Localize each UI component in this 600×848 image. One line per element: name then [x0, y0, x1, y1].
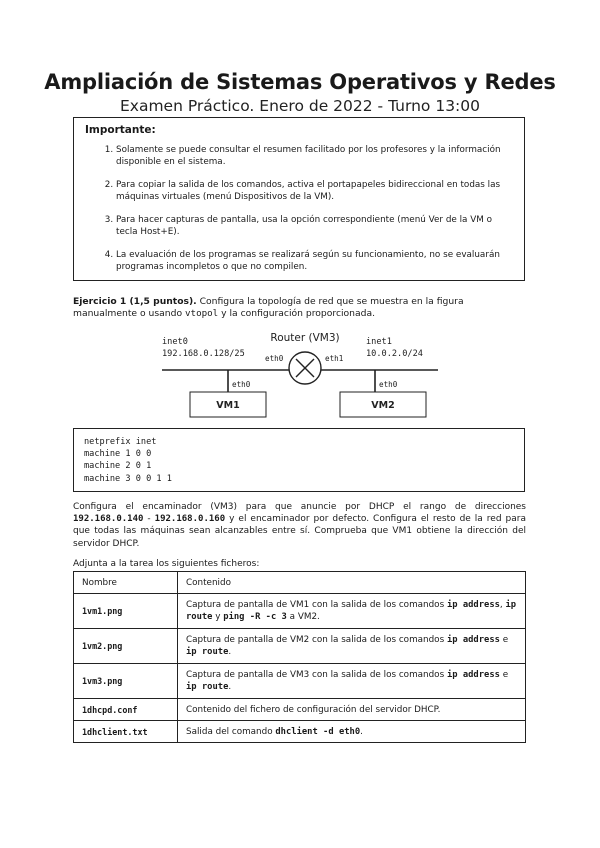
dhcp-range-end: 192.168.0.160	[154, 514, 226, 525]
file-name: 1vm1.png	[74, 594, 178, 629]
desc-text: Captura de pantalla de VM2 con la salida de los comandos	[186, 635, 447, 645]
desc-cmd: ip route	[186, 600, 517, 622]
table-row	[74, 664, 526, 699]
desc-cmd: ip address	[446, 600, 500, 610]
desc-cmd: ip route	[186, 647, 229, 657]
exercise-text-1: Configura la topología de red que se muestra en la figura manualmente o usando	[73, 296, 464, 319]
file-name: 1vm3.png	[74, 664, 178, 699]
dhcp-range-start: 192.168.0.140	[73, 514, 144, 525]
desc-text: Captura de pantalla de VM1 con la salida de los comandos	[186, 600, 447, 610]
router-eth0: eth0	[265, 354, 284, 363]
table-row	[74, 699, 526, 721]
exercise-label: Ejercicio 1 (1,5 puntos).	[73, 296, 197, 307]
exercise-tool: vtopol	[185, 308, 219, 319]
file-description	[178, 629, 526, 664]
para-text-2: y el encaminador por defecto. Configura el resto de la red para que todas las máquinas sean alcanzables entre sí. Comprueba que VM1 obtiene la dirección del servidor DHCP.	[73, 514, 526, 549]
file-description	[178, 721, 526, 743]
file-name: 1vm2.png	[74, 629, 178, 664]
table-row	[74, 594, 526, 629]
vm1-label: VM1	[216, 400, 240, 411]
desc-text: y	[212, 612, 224, 622]
file-name: 1dhcpd.conf	[74, 699, 178, 721]
desc-text: Salida del comando	[186, 726, 276, 737]
desc-text: .	[228, 682, 232, 692]
router-eth1: eth1	[325, 354, 344, 363]
important-list	[74, 144, 511, 284]
desc-text: Captura de pantalla de VM3 con la salida de los comandos	[186, 670, 447, 680]
file-description	[178, 699, 526, 721]
instructions-paragraph	[73, 501, 526, 550]
table-header-row	[74, 572, 526, 594]
attach-intro: Adjunta a la tarea los siguientes ficheros:	[73, 559, 260, 569]
desc-text: e	[499, 670, 509, 680]
desc-text: e	[499, 635, 509, 645]
desc-text: Contenido del fichero de configuración del servidor DHCP.	[186, 704, 441, 715]
exam-title: Ampliación de Sistemas Operativos y Redes	[44, 70, 556, 94]
table-row	[74, 629, 526, 664]
inet0-addr: 192.168.0.128/25	[162, 349, 245, 359]
desc-text: ,	[499, 600, 506, 610]
desc-text: a VM2.	[286, 612, 320, 622]
para-text-1: Configura el encaminador (VM3) para que anuncie por DHCP el rango de direcciones	[73, 502, 526, 512]
important-item-text: La evaluación de los programas se realizará según su funcionamiento, no se evaluarán programas incompletos o que no compilen.	[116, 250, 500, 272]
files-table	[73, 571, 526, 743]
code-line: machine 1 0 0	[84, 449, 152, 460]
vm2-eth0: eth0	[379, 380, 398, 389]
exercise-statement	[73, 296, 528, 320]
desc-text: .	[228, 647, 232, 657]
important-box	[73, 117, 525, 281]
network-diagram	[150, 328, 450, 424]
desc-cmd: dhclient -d eth0	[275, 726, 361, 737]
exam-subtitle: Examen Práctico. Enero de 2022 - Turno 13:00	[119, 97, 481, 115]
desc-cmd: ip route	[186, 682, 229, 692]
code-line: netprefix inet	[84, 437, 157, 447]
desc-cmd: ping -R -c 3	[223, 612, 287, 622]
exercise-text-2: y la configuración proporcionada.	[218, 308, 376, 319]
router-label: Router (VM3)	[270, 332, 340, 344]
important-heading: Importante:	[85, 124, 156, 136]
col-content-header: Contenido	[178, 572, 526, 594]
desc-cmd: ip address	[446, 635, 500, 645]
file-description	[178, 594, 526, 629]
desc-text: .	[360, 726, 363, 737]
important-item-text: Para hacer capturas de pantalla, usa la opción correspondiente (menú Ver de la VM o tecla Host+E).	[116, 215, 493, 237]
desc-cmd: ip address	[446, 670, 500, 680]
file-description	[178, 664, 526, 699]
topology-config-code	[73, 428, 525, 492]
para-sep: -	[143, 514, 155, 525]
important-item-text: Solamente se puede consultar el resumen facilitado por los profesores y la información disponible en el sistema.	[116, 145, 501, 167]
table-row	[74, 721, 526, 743]
vm1-eth0: eth0	[232, 380, 251, 389]
col-name-header: Nombre	[74, 572, 178, 594]
inet1-name: inet1	[366, 337, 392, 347]
important-item	[116, 249, 511, 273]
important-item-text: Para copiar la salida de los comandos, activa el portapapeles bidireccional en todas las máquinas virtuales (menú Dispositivos de la VM).	[116, 180, 501, 202]
vm2-label: VM2	[371, 400, 395, 411]
important-item	[116, 214, 511, 238]
important-item	[116, 144, 511, 168]
inet1-addr: 10.0.2.0/24	[366, 349, 423, 359]
file-name: 1dhclient.txt	[74, 721, 178, 743]
code-line: machine 2 0 1	[84, 461, 152, 472]
code-line: machine 3 0 0 1 1	[84, 473, 172, 484]
important-item	[116, 179, 511, 203]
inet0-name: inet0	[162, 337, 188, 347]
